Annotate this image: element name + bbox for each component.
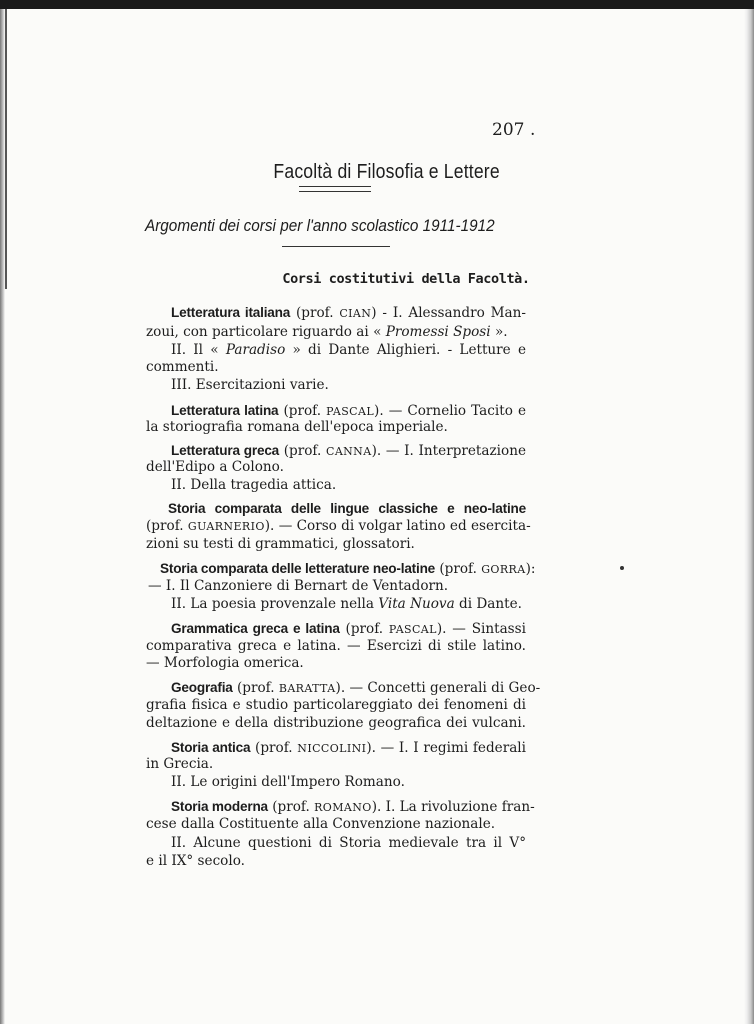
course-line: II. Alcune questioni di Storia medievale tra il V° <box>171 835 526 851</box>
page-title: Facoltà di Filosofia e Lettere <box>273 161 501 183</box>
subtitle-rule <box>282 246 390 247</box>
course-line: Letteratura latina (prof. PASCAL). — Cornelio Tacito e <box>171 403 526 419</box>
course-line: — Morfologia omerica. <box>146 655 304 671</box>
course-line: cese dalla Costituente alla Convenzione nazionale. <box>146 816 496 832</box>
section-heading: Corsi costitutivi della Facoltà. <box>282 271 530 287</box>
course-line: (prof. GUARNERIO). — Corso di volgar latino ed esercita- <box>146 518 531 534</box>
course-line: — I. Il Canzoniere di Bernart de Ventadorn. <box>148 578 449 594</box>
page-number: 207 <box>492 120 525 140</box>
course-line: II. Della tragedia attica. <box>171 477 337 493</box>
course-line: Grammatica greca e latina (prof. PASCAL). — Sintassi <box>171 621 526 637</box>
course-line: grafia fisica e studio particolareggiato dei fenomeni di <box>146 697 526 713</box>
course-line: III. Esercitazioni varie. <box>171 377 329 393</box>
title-double-rule <box>299 186 371 192</box>
page-number-mark: . <box>530 120 536 140</box>
course-line: Geografia (prof. BARATTA). — Concetti generali di Geo- <box>171 680 541 696</box>
course-line: Letteratura greca (prof. CANNA). — I. Interpretazione <box>171 443 526 459</box>
course-line: deltazione e della distribuzione geografica dei vulcani. <box>146 715 526 731</box>
course-line: zoui, con particolare riguardo ai « Promessi Sposi ». <box>146 324 508 340</box>
course-line: II. La poesia provenzale nella Vita Nuova di Dante. <box>171 596 522 612</box>
scan-top-border <box>0 0 754 9</box>
course-line: comparativa greca e latina. — Esercizi di stile latino. <box>146 638 526 654</box>
course-line: dell'Edipo a Colono. <box>146 459 284 475</box>
course-line: II. Le origini dell'Impero Romano. <box>171 774 405 790</box>
course-line: II. Il « Paradiso » di Dante Alighieri. - Letture e <box>171 342 527 358</box>
ink-speck <box>620 566 624 570</box>
scan-left-binding <box>5 9 7 289</box>
course-line: la storiografia romana dell'epoca imperiale. <box>146 419 448 435</box>
course-line: zioni su testi di grammatici, glossatori. <box>146 536 415 552</box>
course-line: commenti. <box>146 359 219 375</box>
course-line: in Grecia. <box>146 756 214 772</box>
course-line: Letteratura italiana (prof. CIAN) - I. Alessandro Man- <box>171 305 526 321</box>
course-line: Storia moderna (prof. ROMANO). I. La rivoluzione fran- <box>171 799 535 815</box>
page-subtitle: Argomenti dei corsi per l'anno scolastico 1911-1912 <box>145 216 495 235</box>
course-line: Storia comparata delle lingue classiche e neo-latine <box>168 501 526 516</box>
course-line: Storia comparata delle letterature neo-latine (prof. GORRA): <box>160 561 536 577</box>
course-line: e il IX° secolo. <box>146 853 245 869</box>
course-line: Storia antica (prof. NICCOLINI). — I. I regimi federali <box>171 740 526 756</box>
